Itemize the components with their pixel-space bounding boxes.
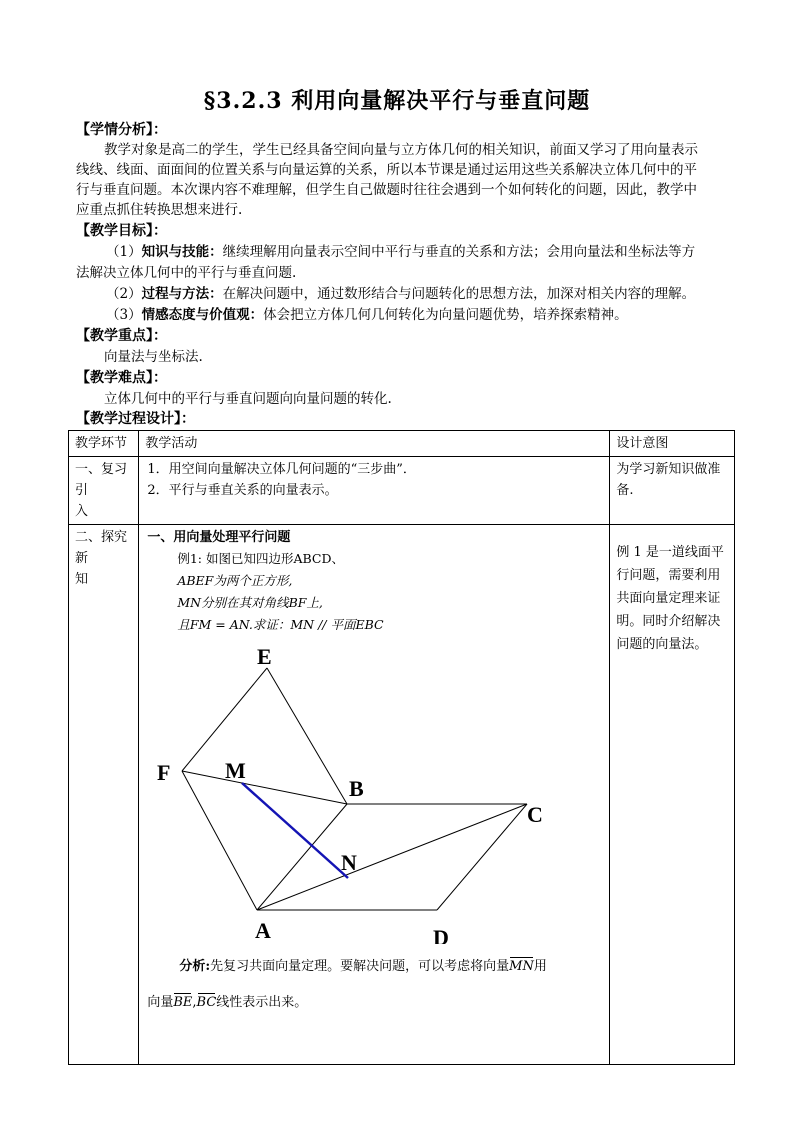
geometry-figure — [145, 644, 585, 944]
label-A: A — [255, 918, 272, 943]
zhongdian-heading: 【教学重点】： — [76, 328, 167, 344]
label-N: N — [341, 850, 358, 875]
row2-intent-2: 行问题，需要利用 — [616, 568, 721, 583]
example-line-4: 且FM = AN.求证：MN // 平面EBC — [177, 617, 384, 632]
row1-intent-b: 备. — [616, 483, 634, 498]
row2-intent — [610, 525, 735, 1065]
mubiao-item-1 — [106, 242, 756, 263]
row1-activity-2: 2．平行与垂直关系的向量表示。 — [147, 483, 338, 498]
xueqing-heading: 【学情分析】： — [76, 122, 167, 138]
diag-FB — [182, 771, 347, 804]
row2-intent-5: 问题的向量法。 — [616, 637, 708, 652]
page-title: §3.2.3 利用向量解决平行与垂直问题 — [203, 88, 591, 114]
row1-stage-a: 一、复习引 — [75, 462, 128, 498]
header-intent: 设计意图 — [610, 431, 735, 457]
vector-BE: BE — [173, 992, 192, 1014]
table-header-row — [69, 431, 735, 457]
mubiao-item-3-num: （3） — [106, 307, 142, 323]
analysis-text-1: 先复习共面向量定理。要解决问题，可以考虑将向量 — [210, 959, 510, 974]
edge-CD — [437, 804, 527, 910]
analysis-text-2-pre: 向量 — [147, 995, 174, 1010]
row2-stage-b: 知 — [75, 572, 89, 587]
row1-stage-b: 入 — [75, 504, 89, 519]
mubiao-heading: 【教学目标】： — [76, 223, 167, 239]
analysis-label: 分析: — [179, 959, 211, 974]
label-D: D — [433, 925, 450, 944]
mubiao-item-1-label: 知识与技能： — [141, 244, 223, 260]
process-table — [68, 430, 735, 1065]
vector-BC: BC — [197, 992, 217, 1014]
mubiao-item-2-label: 过程与方法： — [141, 286, 223, 302]
xueqing-line-3: 行与垂直问题。本次课内容不难理解，但学生自己做题时往往会遇到一个如何转化的问题，因此，教学中 — [76, 182, 697, 198]
row2-activity — [139, 525, 610, 1065]
analysis-text-1-end: 用 — [533, 959, 547, 974]
zhongdian-text: 向量法与坐标法. — [104, 349, 203, 365]
guocheng-heading: 【教学过程设计】： — [76, 411, 195, 427]
xueqing-line-4: 应重点抓住转换思想来进行. — [76, 202, 243, 218]
nandian-heading: 【教学难点】： — [76, 370, 167, 386]
row1-activity-1: 1．用空间向量解决立体几何问题的“三步曲”． — [147, 462, 416, 477]
label-B: B — [349, 776, 365, 801]
mubiao-item-3-text: 体会把立方体几何几何转化为向量问题优势，培养探索精神。 — [263, 307, 628, 323]
row1-activity — [139, 457, 610, 525]
mubiao-item-2-text: 在解决问题中，通过数形结合与问题转化的思想方法，加深对相关内容的理解。 — [222, 286, 696, 302]
example-line-2: ABEF为两个正方形, — [177, 573, 293, 588]
analysis-text-2-end: 线性表示出来。 — [216, 995, 308, 1010]
mubiao-item-2-num: （2） — [106, 286, 142, 302]
row2-stage — [69, 525, 139, 1065]
mubiao-item-1-num: （1） — [106, 244, 142, 260]
label-E: E — [257, 644, 273, 669]
row1-intent-a: 为学习新知识做准 — [616, 462, 721, 477]
nandian-text: 立体几何中的平行与垂直问题向向量问题的转化. — [104, 391, 392, 407]
analysis-line-1 — [145, 956, 603, 978]
edge-EB — [267, 668, 347, 804]
row2-intent-3: 共面向量定理来证 — [616, 591, 721, 606]
mubiao-item-1-cont: 法解决立体几何中的平行与垂直问题. — [76, 265, 297, 281]
row2-intent-4: 明。同时介绍解决 — [616, 614, 721, 629]
row1-intent — [610, 457, 735, 525]
xueqing-line-2: 线线、线面、面面间的位置关系与向量运算的关系，所以本节课是通过运用这些关系解决立体几何中的平 — [76, 162, 697, 178]
label-M: M — [225, 758, 247, 783]
vector-MN: MN — [509, 956, 534, 978]
label-F: F — [157, 760, 171, 785]
analysis-sep: , — [192, 995, 197, 1010]
mubiao-item-1-text: 继续理解用向量表示空间中平行与垂直的关系和方法；会用向量法和坐标法等方 — [222, 244, 696, 260]
mubiao-item-3-label: 情感态度与价值观： — [141, 307, 264, 323]
table-row — [69, 457, 735, 525]
mubiao-item-3 — [106, 305, 756, 326]
header-activity: 教学活动 — [139, 431, 610, 457]
example-line-3: MN分别在其对角线BF上, — [177, 595, 323, 610]
mubiao-item-2 — [106, 284, 756, 305]
header-stage: 教学环节 — [69, 431, 139, 457]
edge-FA — [182, 771, 257, 910]
xueqing-line-1: 教学对象是高二的学生，学生已经具备空间向量与立方体几何的相关知识，前面又学习了用向量表示 — [104, 142, 698, 158]
row2-stage-a: 二、探究新 — [75, 530, 128, 566]
example-line-1: 例1: 如图已知四边形ABCD、 — [177, 551, 344, 566]
edge-EF — [182, 668, 267, 771]
row1-stage — [69, 457, 139, 525]
analysis-line-2 — [145, 992, 603, 1014]
row2-intent-1: 例 1 是一道线面平 — [616, 545, 724, 560]
label-C: C — [527, 802, 544, 827]
diag-CA — [257, 804, 527, 910]
row2-sub-heading: 一、用向量处理平行问题 — [147, 530, 291, 545]
edge-BA — [257, 804, 347, 910]
table-row — [69, 525, 735, 1065]
segment-MN — [242, 783, 348, 878]
